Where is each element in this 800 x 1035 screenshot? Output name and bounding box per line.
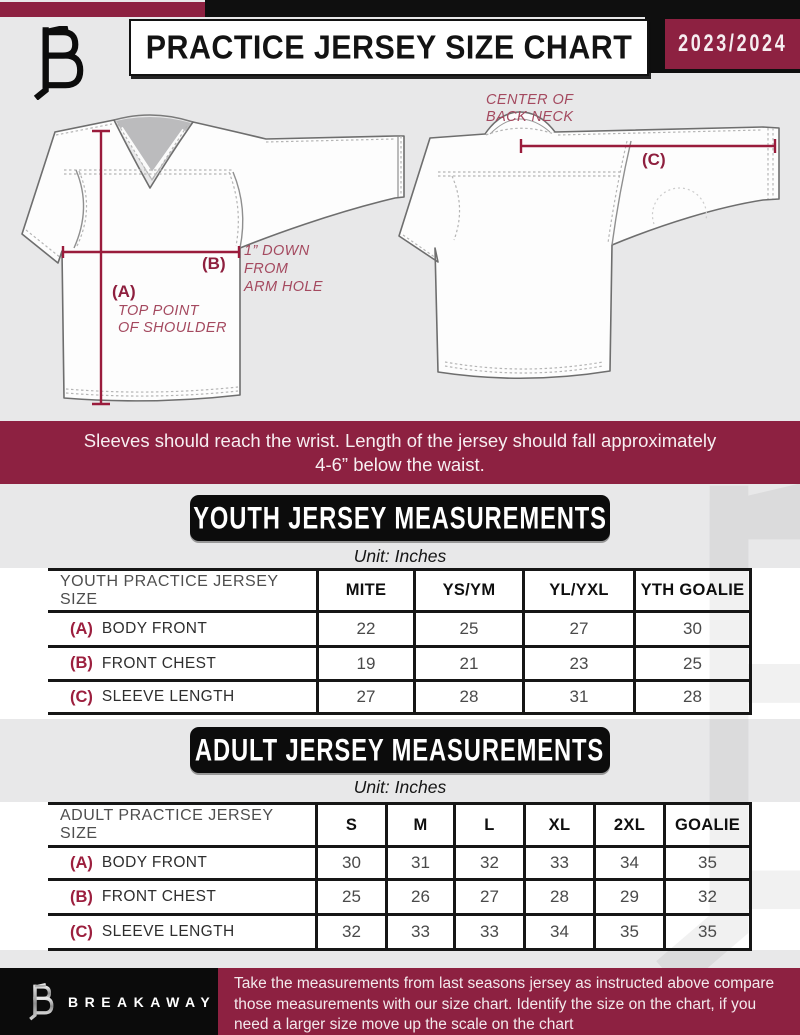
fit-instruction-text: Sleeves should reach the wrist. Length of the jersey should fall approximately 4-6” below the waist. (83, 429, 717, 475)
row-key-B: (B) (70, 887, 93, 906)
adult-row-label (48, 913, 315, 948)
front-note-A-line2: OF SHOULDER (118, 320, 227, 336)
youth-table-size-header: YOUTH PRACTICE JERSEY SIZE (60, 572, 279, 608)
youth-section-heading (190, 495, 610, 541)
adult-row-label (48, 845, 315, 878)
row-key-A: (A) (70, 853, 93, 872)
row-key-B: (B) (70, 654, 93, 672)
adult-col-l: L (453, 805, 523, 845)
table-cell: 32 (663, 878, 752, 913)
adult-col-2xl: 2XL (593, 805, 663, 845)
table-cell: 19 (316, 645, 413, 679)
front-label-A: (A) (112, 282, 136, 301)
fit-instruction-banner (0, 421, 800, 484)
table-cell: 27 (453, 878, 523, 913)
front-note-B-line2: FROM (244, 261, 289, 277)
table-cell: 27 (316, 679, 413, 712)
table-cell: 31 (385, 845, 453, 878)
table-cell: 25 (413, 610, 522, 645)
footer-brand (0, 968, 218, 1035)
breakaway-logo (24, 26, 92, 100)
table-cell: 30 (315, 845, 385, 878)
front-note-A-line1: TOP POINT (118, 303, 199, 319)
table-cell: 28 (413, 679, 522, 712)
row-key-C: (C) (70, 687, 93, 706)
adult-size-table (48, 802, 752, 951)
adult-heading-label: ADULT JERSEY MEASUREMENTS (195, 731, 605, 768)
page-title: PRACTICE JERSEY SIZE CHART (145, 28, 633, 66)
youth-heading-label: YOUTH JERSEY MEASUREMENTS (193, 499, 607, 536)
youth-col-ysym: YS/YM (413, 571, 522, 610)
row-label-body-front: BODY FRONT (101, 854, 208, 871)
front-jersey-diagram (12, 108, 414, 418)
row-label-front-chest: FRONT CHEST (101, 888, 217, 905)
back-neck-note-line2: BACK NECK (486, 109, 574, 125)
adult-col-s: S (315, 805, 385, 845)
youth-col-goalie: YTH GOALIE (633, 571, 752, 610)
table-cell: 23 (522, 645, 633, 679)
table-cell: 33 (385, 913, 453, 948)
youth-col-ylyxl: YL/YXL (522, 571, 633, 610)
table-cell: 21 (413, 645, 522, 679)
youth-col-mite: MITE (316, 571, 413, 610)
table-cell: 27 (522, 610, 633, 645)
row-label-body-front: BODY FRONT (101, 620, 208, 637)
season-label: 2023/2024 (677, 30, 788, 57)
table-cell: 35 (663, 845, 752, 878)
table-cell: 25 (315, 878, 385, 913)
table-cell: 29 (593, 878, 663, 913)
table-cell: 26 (385, 878, 453, 913)
row-label-front-chest: FRONT CHEST (101, 654, 217, 672)
table-cell: 33 (453, 913, 523, 948)
table-cell: 34 (593, 845, 663, 878)
youth-row-label (48, 645, 316, 679)
adult-col-xl: XL (523, 805, 593, 845)
adult-unit-label: Unit: Inches (353, 777, 447, 797)
back-label-C: (C) (642, 150, 666, 169)
youth-size-table (48, 568, 752, 715)
row-label-sleeve-length: SLEEVE LENGTH (101, 923, 235, 940)
table-cell: 35 (663, 913, 752, 948)
adult-section-heading (190, 727, 610, 773)
table-cell: 28 (633, 679, 752, 712)
table-cell: 31 (522, 679, 633, 712)
season-badge (665, 19, 800, 69)
adult-table-size-header: ADULT PRACTICE JERSEY SIZE (60, 807, 274, 842)
table-cell: 22 (316, 610, 413, 645)
table-cell: 32 (453, 845, 523, 878)
table-cell: 28 (523, 878, 593, 913)
row-label-sleeve-length: SLEEVE LENGTH (101, 688, 235, 705)
table-cell: 32 (315, 913, 385, 948)
header-maroon-strip (0, 2, 205, 17)
page-title-box (129, 19, 649, 76)
adult-row-label (48, 878, 315, 913)
front-note-B-line1: 1” DOWN (244, 243, 310, 259)
table-cell: 30 (633, 610, 752, 645)
table-cell: 25 (633, 645, 752, 679)
table-cell: 34 (523, 913, 593, 948)
table-cell: 33 (523, 845, 593, 878)
adult-col-goalie: GOALIE (663, 805, 752, 845)
youth-row-label (48, 610, 316, 645)
adult-col-m: M (385, 805, 453, 845)
youth-row-label (48, 679, 316, 712)
footer-instructions: Take the measurements from last seasons jersey as instructed above compare those measurements with our size chart. Identify the size on the chart, if you need a larger size move up the scale on the chart (218, 968, 800, 1035)
front-note-B-line3: ARM HOLE (244, 279, 323, 295)
back-jersey-diagram (398, 88, 800, 418)
youth-unit-label: Unit: Inches (353, 546, 447, 566)
row-key-C: (C) (70, 922, 93, 941)
table-cell: 35 (593, 913, 663, 948)
back-jersey-outline (399, 124, 779, 378)
breakaway-footer-logo (26, 983, 56, 1021)
brand-name: BREAKAWAY (68, 993, 217, 1010)
row-key-A: (A) (70, 619, 93, 638)
front-label-B: (B) (202, 254, 226, 273)
back-neck-note-line1: CENTER OF (486, 92, 574, 108)
